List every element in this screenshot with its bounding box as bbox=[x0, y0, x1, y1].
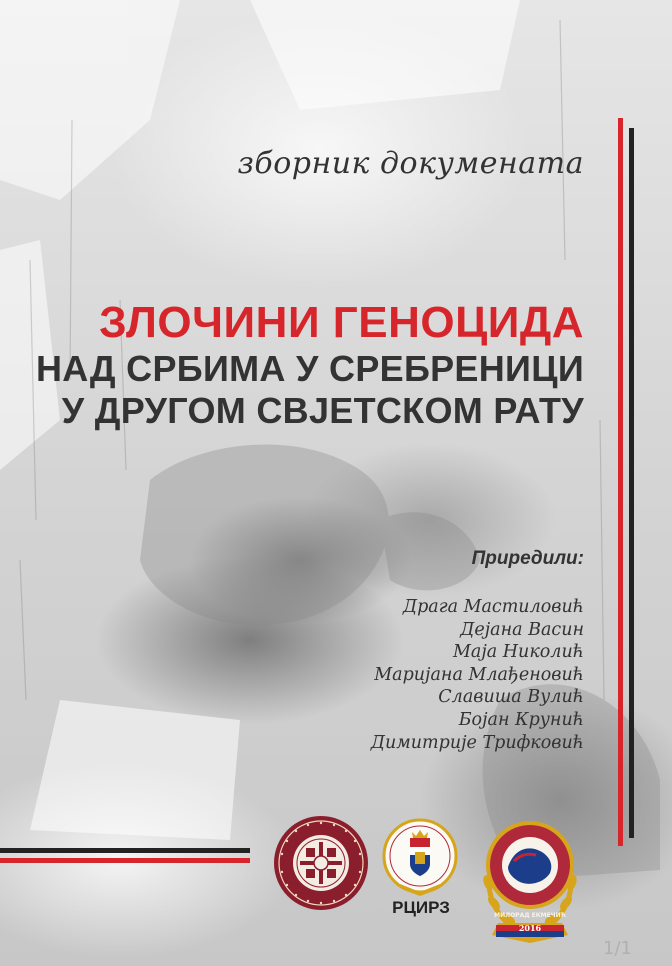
horizontal-red-rule bbox=[0, 858, 250, 863]
editor-name: Маријана Млађеновић bbox=[374, 664, 584, 685]
history-society-seal-icon bbox=[272, 814, 370, 912]
editors-label: Приредили: bbox=[471, 548, 584, 569]
historians-association-seal-icon bbox=[478, 805, 582, 949]
vertical-black-rule bbox=[629, 128, 634, 838]
page-marker: 1/1 bbox=[603, 938, 632, 959]
editor-name: Драга Мастиловић bbox=[402, 597, 584, 617]
editor-name: Маја Николић bbox=[453, 642, 584, 663]
editor-name: Бојан Крунић bbox=[458, 709, 584, 730]
horizontal-black-rule bbox=[0, 848, 250, 853]
republic-institute-seal-icon bbox=[382, 818, 458, 900]
editor-name: Славиша Вулић bbox=[438, 687, 584, 708]
editor-name: Димитрије Трифковић bbox=[370, 732, 584, 753]
seal-name: МИЛОРАД ЕКМЕЧИЋ bbox=[494, 912, 566, 919]
editor-name: Дејана Васин bbox=[460, 619, 584, 640]
title-line-3: У ДРУГОМ СВЈЕТСКОМ РАТУ bbox=[61, 390, 584, 431]
title-line-1: ЗЛОЧИНИ ГЕНОЦИДА bbox=[99, 298, 584, 347]
editors-list bbox=[371, 596, 584, 754]
vertical-red-rule bbox=[618, 118, 623, 846]
seal-caption: РЦИРЗ bbox=[392, 898, 450, 917]
cover-subtitle: зборник докумената bbox=[237, 146, 584, 181]
seal-year: 2016 bbox=[518, 923, 542, 933]
title-line-2: НАД СРБИМА У СРЕБРЕНИЦИ bbox=[36, 348, 584, 389]
